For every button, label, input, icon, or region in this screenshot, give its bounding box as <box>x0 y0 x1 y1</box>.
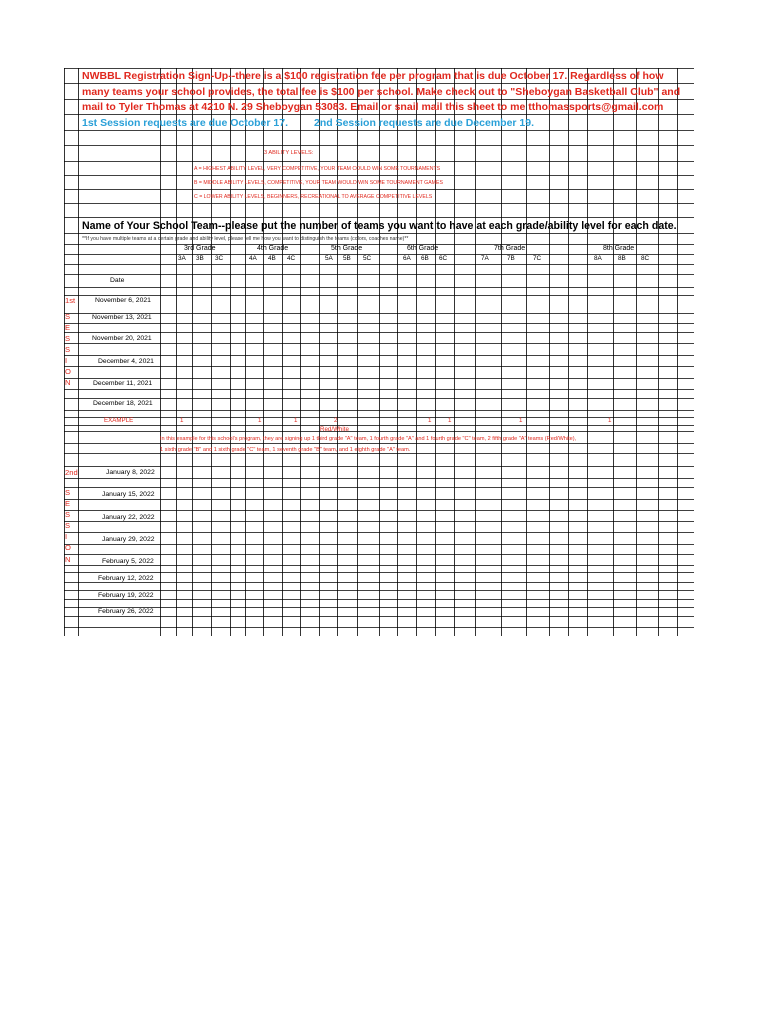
col-3b: 3B <box>196 255 204 262</box>
session2-date: January 22, 2022 <box>102 514 155 521</box>
session1-date: November 6, 2021 <box>95 297 151 304</box>
session1-letter-n: N <box>65 378 71 387</box>
example-value-8a: 1 <box>608 417 612 424</box>
session1-letter-i: I <box>65 356 68 365</box>
ability-level-c: C = LOWER ABILITY LEVELS, BEGINNERS, RECREATIONAL TO AVERAGE COMPETITIVE LEVELS <box>194 194 433 200</box>
grade-4-header: 4th Grade <box>257 245 289 252</box>
col-8a: 8A <box>594 255 602 262</box>
session1-letter-s: S <box>65 312 71 321</box>
session2-date: February 5, 2022 <box>102 558 154 565</box>
grade-8-header: 8th Grade <box>603 245 635 252</box>
session2-date: February 12, 2022 <box>98 575 154 582</box>
col-6a: 6A <box>403 255 411 262</box>
multiple-teams-note: **If you have multiple teams at a certain grade and ability level, please tell me how you want to distinguish the teams (colors, coaches name)** <box>82 236 409 242</box>
registration-sheet <box>64 68 694 636</box>
session1-label: 1st <box>65 296 76 305</box>
col-3c: 3C <box>215 255 224 262</box>
header-line-2: many teams your school provides, the total fee is $100 per school. Make check out to "Sheboygan Basketball Club" and <box>82 86 681 98</box>
date-column-header: Date <box>110 277 125 284</box>
session2-letter-s: S <box>65 488 71 497</box>
example-red-white: Red/White <box>320 426 349 433</box>
col-5a: 5A <box>325 255 333 262</box>
col-5c: 5C <box>363 255 372 262</box>
example-value-6b: 1 <box>428 417 432 424</box>
col-7c: 7C <box>533 255 542 262</box>
col-6b: 6B <box>421 255 429 262</box>
session1-letter-s2: S <box>65 334 71 343</box>
header-line-3: mail to Tyler Thomas at 4210 N. 29 Sheboygan 53083. Email or snail mail this sheet to me tthomassports@gmail.com <box>82 101 664 113</box>
col-8b: 8B <box>618 255 626 262</box>
session1-date: December 11, 2021 <box>93 380 153 387</box>
col-7b: 7B <box>507 255 515 262</box>
example-explanation-2: 1 sixth grade "B" and 1 sixth grade "C" team, 1 seventh grade "B" team, and 1 eighth grade "A" team. <box>160 447 411 453</box>
col-8c: 8C <box>641 255 650 262</box>
col-4a: 4A <box>249 255 257 262</box>
session2-letter-s2: S <box>65 510 71 519</box>
sheet-grid-lines <box>64 68 694 636</box>
session2-date: January 15, 2022 <box>102 491 155 498</box>
grade-3-header: 3rd Grade <box>184 245 216 252</box>
example-label: EXAMPLE <box>104 417 134 424</box>
col-6c: 6C <box>439 255 448 262</box>
session2-letter-o: O <box>65 543 71 552</box>
session2-date: February 19, 2022 <box>98 592 154 599</box>
ability-levels-heading: 3 ABILITY LEVELS: <box>264 150 314 156</box>
example-value-5a: 2 <box>334 417 338 424</box>
session2-label: 2nd <box>65 468 78 477</box>
example-explanation-1: In this example for this school's program, they are signing up 1 third grade "A" team, 1 fourth grade "A" and 1 fourth grade "C" team, 2 fifth grade "A" teams (Red/White), <box>160 436 577 442</box>
session1-date: December 18, 2021 <box>93 400 153 407</box>
grade-6-header: 6th Grade <box>407 245 439 252</box>
session2-due-note: 2nd Session requests are due December 19. <box>314 117 535 129</box>
col-5b: 5B <box>343 255 351 262</box>
session2-letter-e: E <box>65 499 71 508</box>
example-value-7b: 1 <box>519 417 523 424</box>
session1-date: December 4, 2021 <box>98 358 154 365</box>
ability-level-a: A = HIGHEST ABILITY LEVEL, VERY COMPETITIVE, YOUR TEAM COULD WIN SOME TOURNAMENTS <box>194 166 441 172</box>
col-4c: 4C <box>287 255 296 262</box>
example-value-6c: 1 <box>448 417 452 424</box>
session2-date: January 29, 2022 <box>102 536 155 543</box>
session1-due-note: 1st Session requests are due October 17. <box>82 117 289 129</box>
session1-date: November 20, 2021 <box>92 335 152 342</box>
grade-7-header: 7th Grade <box>494 245 526 252</box>
ability-level-b: B = MIDDLE ABILITY LEVELS, COMPETITIVE, YOUR TEAM WOULD WIN SOME TOURNAMENT GAMES <box>194 180 443 186</box>
session2-letter-n: N <box>65 555 71 564</box>
col-3a: 3A <box>178 255 186 262</box>
school-team-prompt: Name of Your School Team--please put the number of teams you want to have at each grade/ability level for each date. <box>82 220 677 232</box>
session1-letter-o: O <box>65 367 71 376</box>
col-4b: 4B <box>268 255 276 262</box>
session2-letter-s3: S <box>65 521 71 530</box>
session2-date: January 8, 2022 <box>106 469 155 476</box>
session1-letter-e: E <box>65 323 71 332</box>
col-7a: 7A <box>481 255 489 262</box>
example-value-4c: 1 <box>294 417 298 424</box>
example-value-3a: 1 <box>180 417 184 424</box>
session1-letter-s3: S <box>65 345 71 354</box>
session2-date: February 26, 2022 <box>98 608 154 615</box>
session2-letter-i: I <box>65 532 68 541</box>
example-value-4a: 1 <box>258 417 262 424</box>
grade-5-header: 5th Grade <box>331 245 363 252</box>
session1-date: November 13, 2021 <box>92 314 152 321</box>
header-line-1: NWBBL Registration Sign-Up--there is a $100 registration fee per program that is due October 17. Regardless of how <box>82 70 664 82</box>
